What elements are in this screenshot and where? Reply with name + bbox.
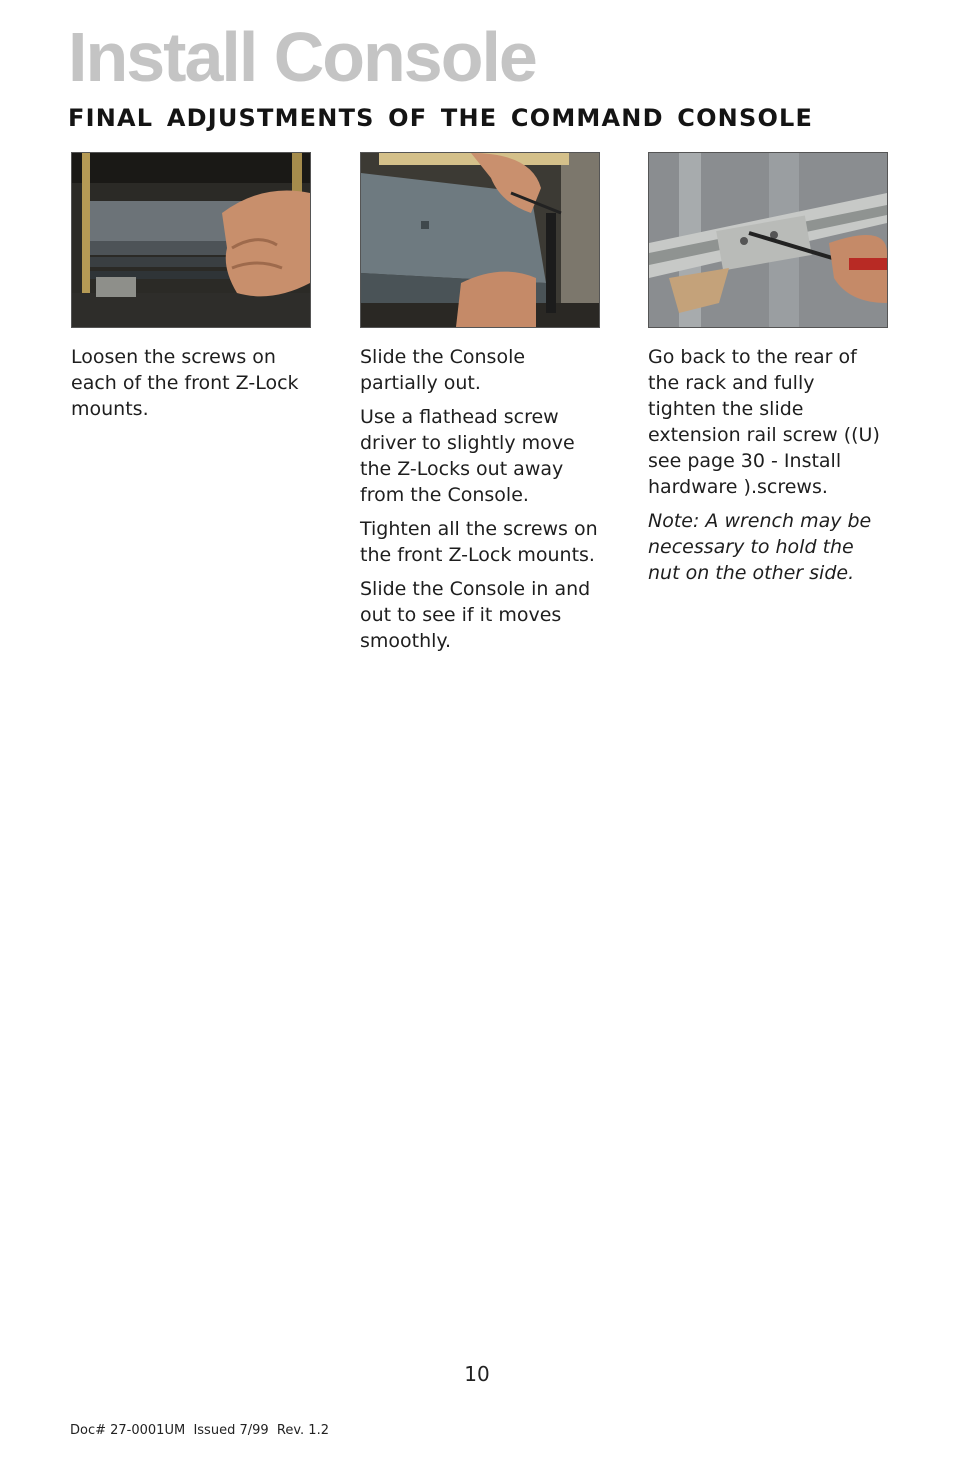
section-heading: FINAL ADJUSTMENTS OF THE COMMAND CONSOLE [68, 104, 814, 132]
instruction-paragraph: Slide the Console partially out. [360, 346, 526, 394]
instruction-paragraph: Loosen the screws on each of the front Z-Lock mounts. [71, 346, 299, 420]
step-text-2 [360, 344, 600, 654]
document-info: Doc# 27-0001UM Issued 7/99 Rev. 1.2 [70, 1423, 329, 1438]
note-paragraph: Note: A wrench may be necessary to hold the nut on the other side. [648, 510, 872, 584]
step-column-2 [360, 152, 600, 662]
instruction-paragraph: Go back to the rear of the rack and fully tighten the slide extension rail screw ((U) see page 30 - Install hardware ).screws. [648, 346, 880, 498]
step-text-3 [648, 344, 888, 586]
instruction-paragraph: Tighten all the screws on the front Z-Lock mounts. [360, 518, 598, 566]
photo-loosen-zlock-screws [71, 152, 311, 328]
page-number: 10 [464, 1362, 490, 1386]
step-text-1 [71, 344, 311, 422]
photo-slide-console-out [360, 152, 600, 328]
instruction-paragraph: Slide the Console in and out to see if it moves smoothly. [360, 578, 591, 652]
page-title: Install Console [68, 18, 536, 96]
step-column-3 [648, 152, 888, 594]
step-column-1 [71, 152, 311, 430]
instruction-paragraph: Use a flathead screw driver to slightly move the Z-Locks out away from the Console. [360, 406, 575, 506]
photo-tighten-rear-rail-screw [648, 152, 888, 328]
